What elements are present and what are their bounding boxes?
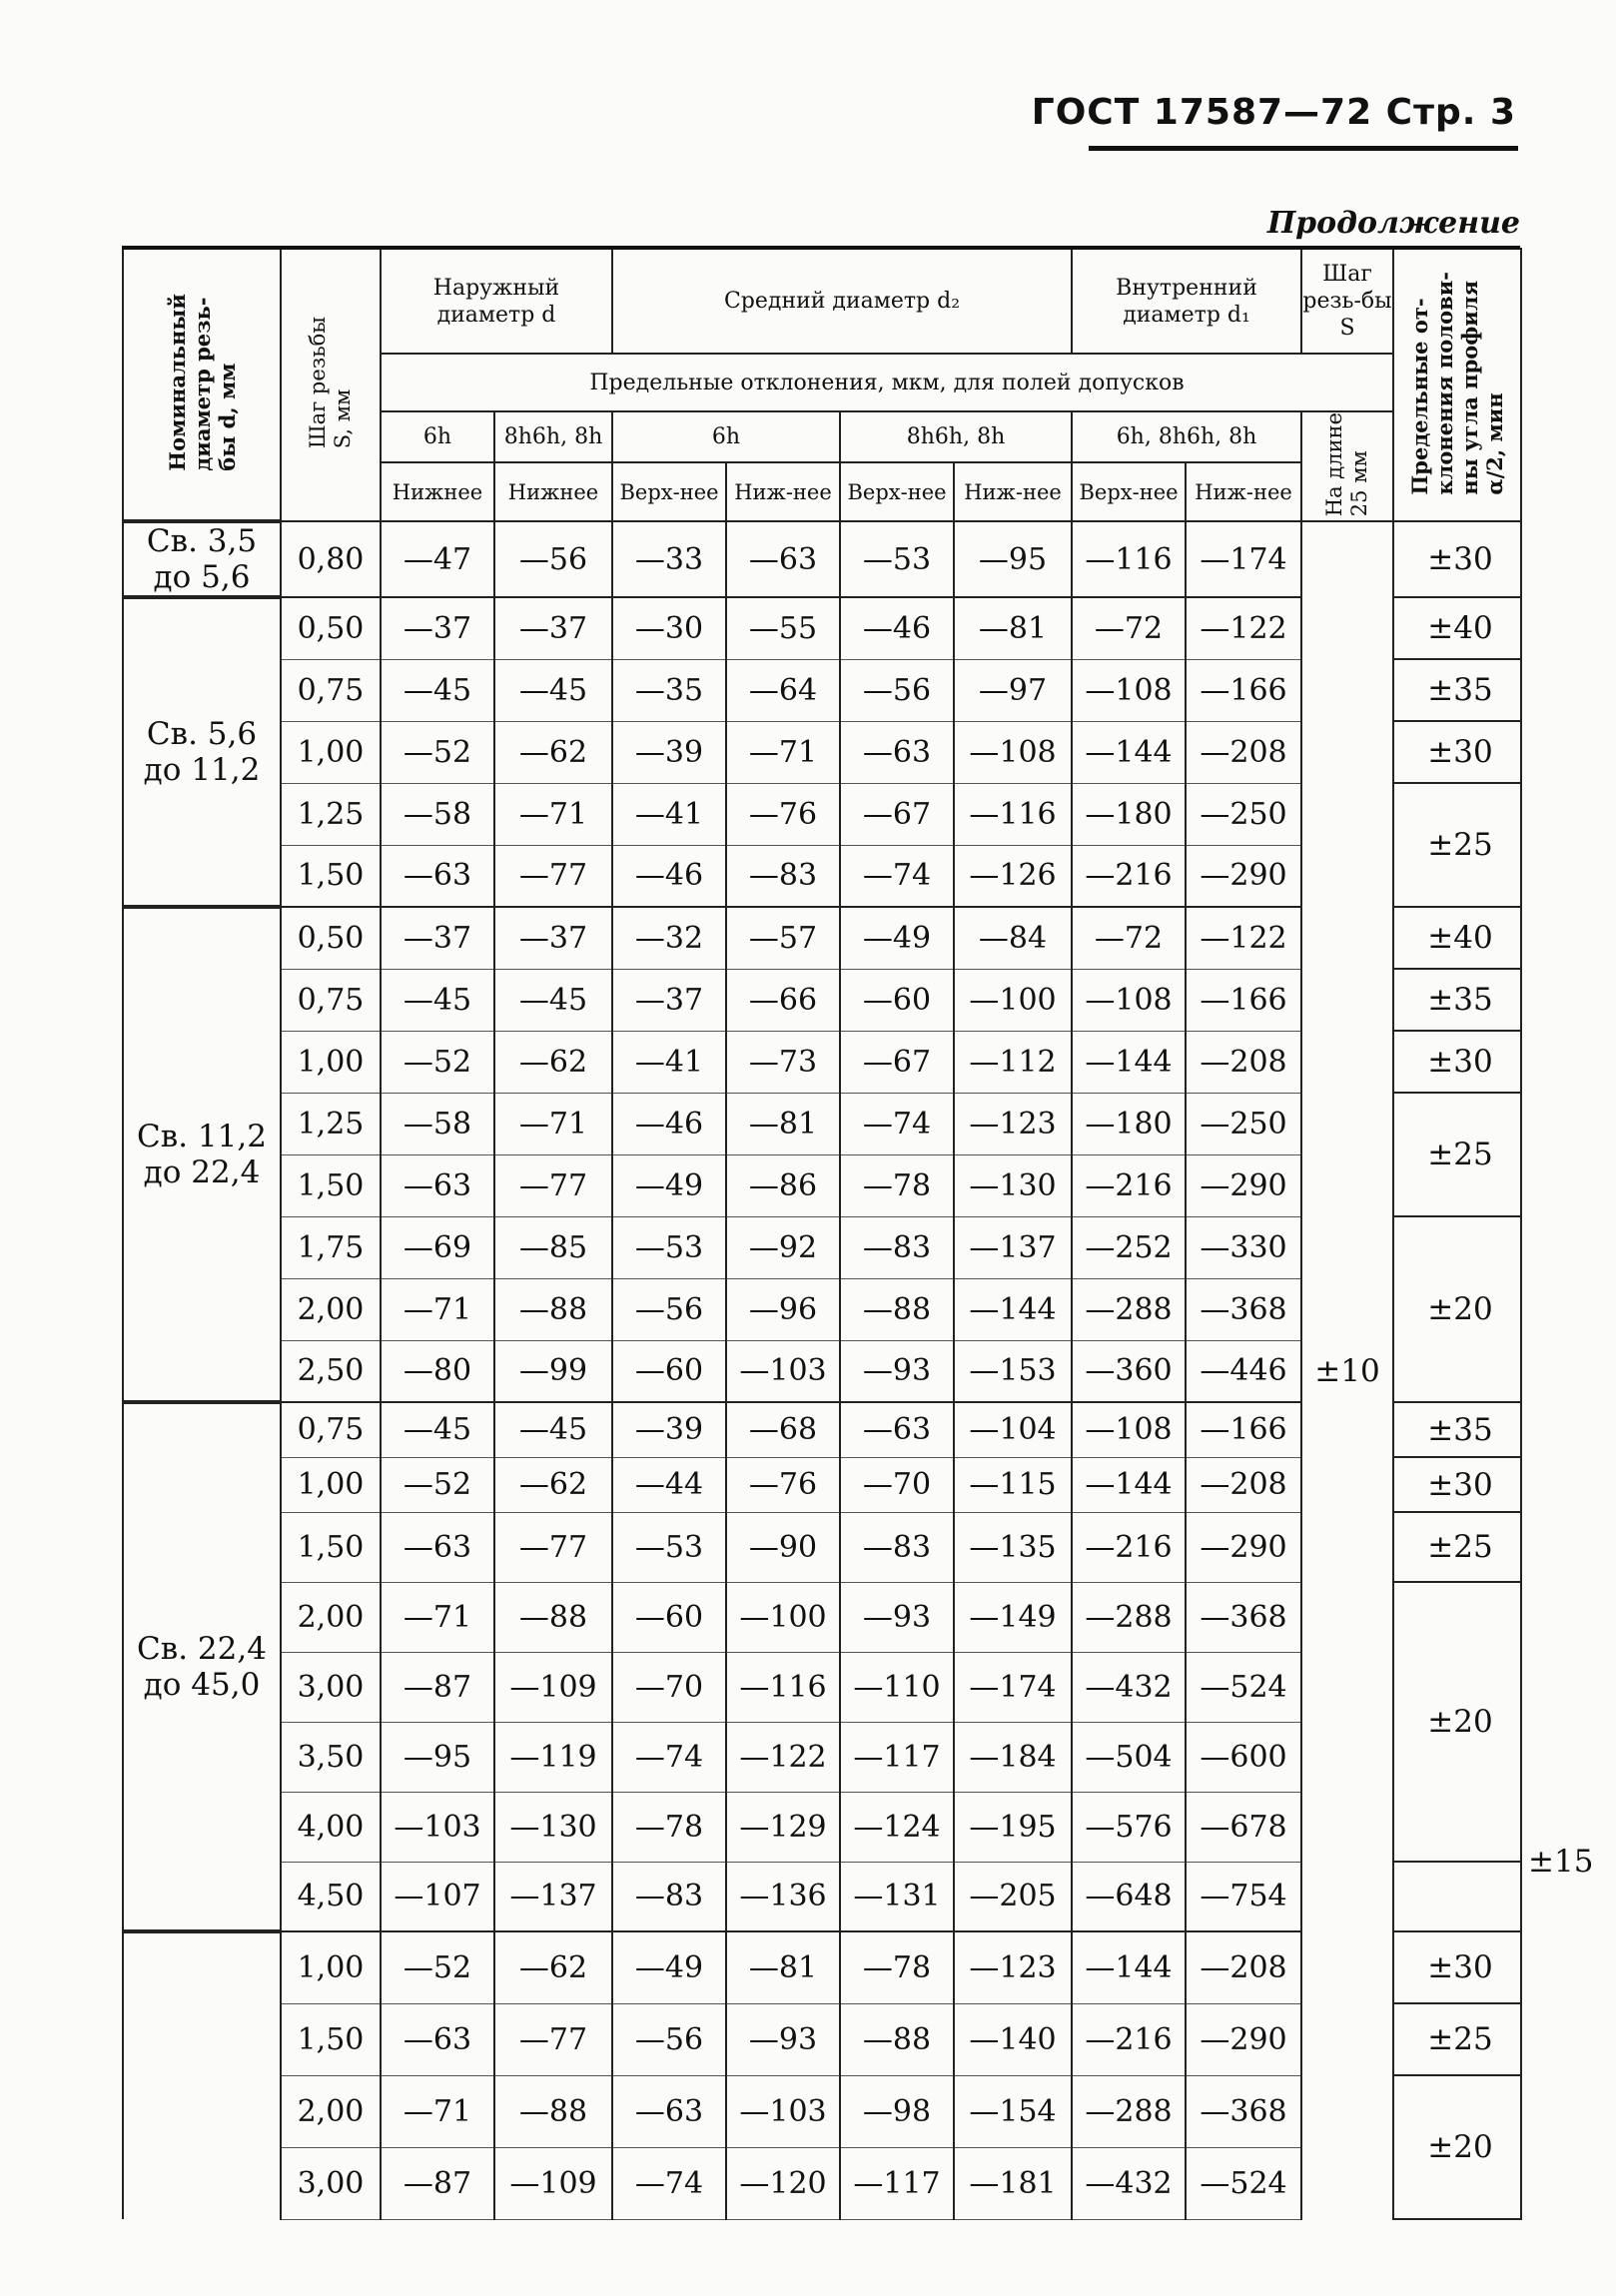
sub-lower: Ниж-нее	[726, 462, 840, 521]
deviation-value: —76	[726, 1457, 840, 1512]
deviation-value: —153	[954, 1340, 1072, 1402]
deviation-value: —74	[840, 1093, 954, 1154]
half-angle-value: ±25	[1393, 783, 1521, 907]
col-half-angle: Предельные от- клонения полови- ны угла профиля α/2, мин	[1393, 249, 1521, 521]
deviation-value: —88	[840, 1278, 954, 1340]
deviation-value: —600	[1186, 1722, 1301, 1792]
deviation-value: —39	[612, 721, 726, 783]
deviation-value: —93	[840, 1582, 954, 1652]
sub-upper: Верх-нее	[840, 462, 954, 521]
tol-6h-mid: 6h	[612, 411, 840, 462]
deviation-value: —123	[954, 1931, 1072, 2003]
deviation-value: —52	[381, 1031, 494, 1093]
deviation-value: —107	[381, 1862, 494, 1931]
deviation-value: —62	[494, 721, 612, 783]
nominal-diameter-group	[123, 1931, 281, 2219]
deviation-value: —368	[1186, 2075, 1301, 2147]
deviation-value: —678	[1186, 1792, 1301, 1862]
deviation-value: —216	[1072, 1154, 1186, 1216]
deviation-value: —49	[840, 907, 954, 969]
deviation-value: —130	[954, 1154, 1072, 1216]
deviation-value: —35	[612, 659, 726, 721]
deviation-value: —56	[612, 2003, 726, 2075]
sub-lower: Ниж-нее	[1186, 462, 1301, 521]
deviation-value: —53	[612, 1512, 726, 1582]
deviation-value: —87	[381, 2147, 494, 2219]
half-angle-value: ±30	[1393, 721, 1521, 783]
pitch-value: 1,50	[281, 1154, 381, 1216]
tol-6h: 6h	[381, 411, 494, 462]
deviation-value: —74	[612, 2147, 726, 2219]
pitch-value: 1,00	[281, 1031, 381, 1093]
pitch-value: 2,00	[281, 2075, 381, 2147]
deviation-value: —135	[954, 1512, 1072, 1582]
half-angle-value: ±40	[1393, 597, 1521, 659]
deviation-value: —69	[381, 1216, 494, 1278]
tol-inner: 6h, 8h6h, 8h	[1072, 411, 1301, 462]
deviation-value: —108	[1072, 969, 1186, 1031]
col-middle-diameter: Средний диаметр d₂	[612, 249, 1072, 354]
deviation-value: —63	[381, 2003, 494, 2075]
deviation-value: —137	[954, 1216, 1072, 1278]
deviation-value: —290	[1186, 1512, 1301, 1582]
deviation-value: —37	[494, 597, 612, 659]
deviation-value: —432	[1072, 1652, 1186, 1722]
deviation-value: —149	[954, 1582, 1072, 1652]
deviation-value: —108	[1072, 1402, 1186, 1457]
deviation-value: —63	[381, 1154, 494, 1216]
deviation-value: —504	[1072, 1722, 1186, 1792]
deviation-value: —81	[726, 1093, 840, 1154]
deviation-value: —103	[726, 2075, 840, 2147]
deviation-value: —122	[726, 1722, 840, 1792]
deviation-value: —77	[494, 845, 612, 907]
deviation-value: —45	[494, 1402, 612, 1457]
deviation-value: —76	[726, 783, 840, 845]
half-angle-value: ±25	[1393, 2003, 1521, 2075]
page-header: ГОСТ 17587—72 Стр. 3	[1031, 92, 1516, 133]
deviation-value: —112	[954, 1031, 1072, 1093]
deviation-value: —205	[954, 1862, 1072, 1931]
deviation-value: —78	[840, 1931, 954, 2003]
tol-8h6h-outer: 8h6h, 8h	[494, 411, 612, 462]
deviation-value: —216	[1072, 2003, 1186, 2075]
half-angle-value: ±35	[1393, 659, 1521, 721]
deviation-value: —123	[954, 1093, 1072, 1154]
deviation-value: —83	[612, 1862, 726, 1931]
pitch-tolerance: ±10	[1301, 521, 1393, 2219]
table-body	[123, 521, 1594, 2219]
nominal-diameter-group: Св. 22,4 до 45,0	[123, 1402, 281, 1931]
deviation-value: —63	[726, 521, 840, 597]
deviation-value: —63	[381, 845, 494, 907]
deviation-value: —41	[612, 1031, 726, 1093]
deviation-value: —115	[954, 1457, 1072, 1512]
deviation-value: —45	[494, 969, 612, 1031]
deviation-value: —166	[1186, 659, 1301, 721]
deviation-value: —84	[954, 907, 1072, 969]
deviation-value: —288	[1072, 1278, 1186, 1340]
deviation-value: —72	[1072, 907, 1186, 969]
deviation-value: —109	[494, 1652, 612, 1722]
table-top-rule	[122, 246, 1520, 250]
deviation-value: —130	[494, 1792, 612, 1862]
pitch-value: 0,50	[281, 907, 381, 969]
half-angle-value: ±35	[1393, 1402, 1521, 1457]
half-angle-value: ±40	[1393, 907, 1521, 969]
deviation-value: —78	[612, 1792, 726, 1862]
deviation-value: —136	[726, 1862, 840, 1931]
sub-lower: Нижнее	[494, 462, 612, 521]
half-angle-value: ±30	[1393, 1031, 1521, 1093]
half-angle-value: ±20	[1393, 1582, 1521, 1862]
deviation-value: —144	[954, 1278, 1072, 1340]
pitch-value: 3,00	[281, 1652, 381, 1722]
deviation-value: —117	[840, 2147, 954, 2219]
half-angle-value: ±25	[1393, 1093, 1521, 1216]
thread-deviation-table	[122, 248, 1594, 2220]
header-rule	[1089, 146, 1518, 151]
pitch-value: 1,00	[281, 1931, 381, 2003]
deviation-value: —81	[726, 1931, 840, 2003]
col-pitch-s: Шаг резь-бы S	[1301, 249, 1393, 354]
deviation-value: —174	[954, 1652, 1072, 1722]
deviation-value: —290	[1186, 845, 1301, 907]
deviation-value: —49	[612, 1154, 726, 1216]
deviation-value: —144	[1072, 1031, 1186, 1093]
pitch-value: 1,25	[281, 1093, 381, 1154]
deviation-value: —131	[840, 1862, 954, 1931]
deviation-value: —86	[726, 1154, 840, 1216]
deviation-value: —144	[1072, 721, 1186, 783]
deviation-value: —73	[726, 1031, 840, 1093]
half-angle-value: ±20	[1393, 2075, 1521, 2219]
deviation-value: —116	[1072, 521, 1186, 597]
deviation-value: —446	[1186, 1340, 1301, 1402]
deviation-value: —60	[612, 1582, 726, 1652]
deviation-value: —70	[840, 1457, 954, 1512]
half-angle-value: ±30	[1393, 1931, 1521, 2003]
deviation-value: —71	[381, 1278, 494, 1340]
deviation-value: —52	[381, 1457, 494, 1512]
half-angle-value: ±25	[1393, 1512, 1521, 1582]
deviation-value: —83	[840, 1216, 954, 1278]
deviation-value: —68	[726, 1402, 840, 1457]
pitch-value: 0,75	[281, 659, 381, 721]
deviation-value: —47	[381, 521, 494, 597]
deviation-value: —46	[840, 597, 954, 659]
deviation-value: —368	[1186, 1278, 1301, 1340]
pitch-value: 1,00	[281, 721, 381, 783]
deviation-value: —71	[494, 783, 612, 845]
pitch-value: 0,75	[281, 1402, 381, 1457]
deviation-value: —129	[726, 1792, 840, 1862]
deviation-value: —288	[1072, 2075, 1186, 2147]
deviation-value: —74	[612, 1722, 726, 1792]
deviation-value: —432	[1072, 2147, 1186, 2219]
deviation-value: —52	[381, 1931, 494, 2003]
deviation-value: —33	[612, 521, 726, 597]
deviation-value: —52	[381, 721, 494, 783]
pitch-value: 0,75	[281, 969, 381, 1031]
deviation-value: —55	[726, 597, 840, 659]
sub-upper: Верх-нее	[612, 462, 726, 521]
deviation-value: —252	[1072, 1216, 1186, 1278]
deviation-value: —57	[726, 907, 840, 969]
col-length-25: На длине 25 мм	[1301, 411, 1393, 521]
pitch-value: 1,00	[281, 1457, 381, 1512]
deviation-value: —93	[840, 1340, 954, 1402]
deviation-value: —648	[1072, 1862, 1186, 1931]
table-row: 4,00 —103 —130 —78 —129 —124 —195 —576 —678 ±15	[123, 1792, 1521, 1862]
deviation-value: —45	[381, 659, 494, 721]
sub-lower: Нижнее	[381, 462, 494, 521]
tol-8h6h-mid: 8h6h, 8h	[840, 411, 1072, 462]
sub-lower: Ниж-нее	[954, 462, 1072, 521]
pitch-value: 1,25	[281, 783, 381, 845]
deviation-value: —116	[954, 783, 1072, 845]
deviation-value: —174	[1186, 521, 1301, 597]
table-row	[123, 521, 1521, 597]
deviation-value: —166	[1186, 1402, 1301, 1457]
pitch-value: 4,00	[281, 1792, 381, 1862]
deviation-value: —576	[1072, 1792, 1186, 1862]
deviation-value: —120	[726, 2147, 840, 2219]
deviation-value: —71	[494, 1093, 612, 1154]
nominal-diameter-group: Св. 11,2 до 22,4	[123, 907, 281, 1402]
deviation-value: —77	[494, 2003, 612, 2075]
half-angle-value: ±20	[1393, 1216, 1521, 1402]
deviation-value: —56	[840, 659, 954, 721]
deviation-value: —85	[494, 1216, 612, 1278]
deviation-value: —95	[954, 521, 1072, 597]
sub-upper: Верх-нее	[1072, 462, 1186, 521]
deviation-value: —78	[840, 1154, 954, 1216]
deviation-value: —184	[954, 1722, 1072, 1792]
deviation-value: —103	[726, 1340, 840, 1402]
deviation-value: —208	[1186, 1457, 1301, 1512]
half-angle-value: ±30	[1393, 521, 1521, 597]
deviation-value: —71	[726, 721, 840, 783]
deviation-value: —64	[726, 659, 840, 721]
pitch-value: 2,50	[281, 1340, 381, 1402]
deviation-value: —56	[494, 521, 612, 597]
col-pitch: Шаг резьбы S, мм	[281, 249, 381, 521]
deviation-value: —37	[494, 907, 612, 969]
deviation-value: —88	[494, 1278, 612, 1340]
deviation-value: —166	[1186, 969, 1301, 1031]
deviation-value: —99	[494, 1340, 612, 1402]
deviation-value: —60	[840, 969, 954, 1031]
pitch-value: 0,80	[281, 521, 381, 597]
continuation-label: Продолжение	[1266, 206, 1520, 241]
deviation-value: —208	[1186, 721, 1301, 783]
deviation-value: —119	[494, 1722, 612, 1792]
pitch-value: 3,00	[281, 2147, 381, 2219]
deviation-value: —97	[954, 659, 1072, 721]
deviation-value: —67	[840, 1031, 954, 1093]
deviation-value: —92	[726, 1216, 840, 1278]
deviation-value: —122	[1186, 597, 1301, 659]
deviation-value: —108	[954, 721, 1072, 783]
deviation-value: —208	[1186, 1931, 1301, 2003]
deviation-value: —180	[1072, 1093, 1186, 1154]
deviation-value: —45	[381, 969, 494, 1031]
half-angle-value: ±30	[1393, 1457, 1521, 1512]
deviation-value: —63	[612, 2075, 726, 2147]
deviation-value: —180	[1072, 783, 1186, 845]
deviation-value: —70	[612, 1652, 726, 1722]
deviation-value: —137	[494, 1862, 612, 1931]
deviation-value: —154	[954, 2075, 1072, 2147]
deviation-value: —63	[840, 721, 954, 783]
deviation-value: —62	[494, 1931, 612, 2003]
deviation-value: —67	[840, 783, 954, 845]
pitch-value: 0,50	[281, 597, 381, 659]
col-nominal-diameter: Номинальный диаметр резь- бы d, мм	[123, 249, 281, 521]
deviation-value: —290	[1186, 1154, 1301, 1216]
deviation-value: —46	[612, 845, 726, 907]
deviation-value: —124	[840, 1792, 954, 1862]
pitch-value: 2,00	[281, 1278, 381, 1340]
deviation-value: —144	[1072, 1931, 1186, 2003]
deviation-value: —32	[612, 907, 726, 969]
deviation-value: —80	[381, 1340, 494, 1402]
deviation-value: —77	[494, 1512, 612, 1582]
deviation-value: —360	[1072, 1340, 1186, 1402]
pitch-value: 1,50	[281, 1512, 381, 1582]
deviation-value: —290	[1186, 2003, 1301, 2075]
deviation-value: —83	[726, 845, 840, 907]
deviation-value: —109	[494, 2147, 612, 2219]
deviation-value: —96	[726, 1278, 840, 1340]
deviation-value: —58	[381, 783, 494, 845]
deviation-value: —37	[381, 907, 494, 969]
deviation-value: —41	[612, 783, 726, 845]
deviation-value: —88	[494, 2075, 612, 2147]
deviation-value: —524	[1186, 1652, 1301, 1722]
deviation-value: —181	[954, 2147, 1072, 2219]
deviation-value: —39	[612, 1402, 726, 1457]
deviation-value: —88	[840, 2003, 954, 2075]
deviation-value: —93	[726, 2003, 840, 2075]
deviation-value: —216	[1072, 1512, 1186, 1582]
deviation-value: —88	[494, 1582, 612, 1652]
pitch-value: 2,00	[281, 1582, 381, 1652]
deviation-value: —58	[381, 1093, 494, 1154]
deviation-value: —98	[840, 2075, 954, 2147]
pitch-value: 4,50	[281, 1862, 381, 1931]
deviation-value: —63	[840, 1402, 954, 1457]
deviation-value: —37	[612, 969, 726, 1031]
deviation-value: —117	[840, 1722, 954, 1792]
deviation-value: —44	[612, 1457, 726, 1512]
deviation-value: —126	[954, 845, 1072, 907]
deviation-value: —45	[381, 1402, 494, 1457]
deviation-value: —103	[381, 1792, 494, 1862]
nominal-diameter-group: Св. 3,5 до 5,6	[123, 521, 281, 597]
deviation-value: —368	[1186, 1582, 1301, 1652]
deviation-value: —95	[381, 1722, 494, 1792]
col-outer-diameter: Наружный диаметр d	[381, 249, 612, 354]
deviation-value: —524	[1186, 2147, 1301, 2219]
deviation-value: —754	[1186, 1862, 1301, 1931]
deviation-value: —100	[954, 969, 1072, 1031]
deviation-value: —330	[1186, 1216, 1301, 1278]
deviation-value: —63	[381, 1512, 494, 1582]
deviation-value: —74	[840, 845, 954, 907]
deviation-value: —208	[1186, 1031, 1301, 1093]
deviation-value: —66	[726, 969, 840, 1031]
deviation-value: —56	[612, 1278, 726, 1340]
deviation-value: —71	[381, 1582, 494, 1652]
deviation-value: —100	[726, 1582, 840, 1652]
pitch-value: 3,50	[281, 1722, 381, 1792]
deviation-value: —37	[381, 597, 494, 659]
deviation-value: —72	[1072, 597, 1186, 659]
deviation-value: —122	[1186, 907, 1301, 969]
deviation-value: —53	[612, 1216, 726, 1278]
deviation-value: —77	[494, 1154, 612, 1216]
deviation-value: —110	[840, 1652, 954, 1722]
deviation-value: —195	[954, 1792, 1072, 1862]
deviation-value: —60	[612, 1340, 726, 1402]
deviation-value: —53	[840, 521, 954, 597]
deviation-value: —30	[612, 597, 726, 659]
half-angle-value: ±35	[1393, 969, 1521, 1031]
deviation-value: —144	[1072, 1457, 1186, 1512]
pitch-value: 1,50	[281, 845, 381, 907]
deviation-value: —45	[494, 659, 612, 721]
deviations-header: Предельные отклонения, мкм, для полей допусков	[381, 354, 1393, 411]
deviation-value: —81	[954, 597, 1072, 659]
deviation-value: —288	[1072, 1582, 1186, 1652]
deviation-value: —83	[840, 1512, 954, 1582]
deviation-value: —62	[494, 1031, 612, 1093]
deviation-value: —216	[1072, 845, 1186, 907]
deviation-value: —250	[1186, 1093, 1301, 1154]
deviation-value: —116	[726, 1652, 840, 1722]
deviation-value: —46	[612, 1093, 726, 1154]
deviation-value: —71	[381, 2075, 494, 2147]
pitch-value: 1,75	[281, 1216, 381, 1278]
deviation-value: —140	[954, 2003, 1072, 2075]
deviation-value: —90	[726, 1512, 840, 1582]
pitch-value: 1,50	[281, 2003, 381, 2075]
deviation-value: —250	[1186, 783, 1301, 845]
deviation-value: —87	[381, 1652, 494, 1722]
col-inner-diameter: Внутренний диаметр d₁	[1072, 249, 1301, 354]
deviation-value: —104	[954, 1402, 1072, 1457]
deviation-value: —108	[1072, 659, 1186, 721]
deviation-value: —62	[494, 1457, 612, 1512]
nominal-diameter-group: Св. 5,6 до 11,2	[123, 597, 281, 907]
deviation-value: —49	[612, 1931, 726, 2003]
